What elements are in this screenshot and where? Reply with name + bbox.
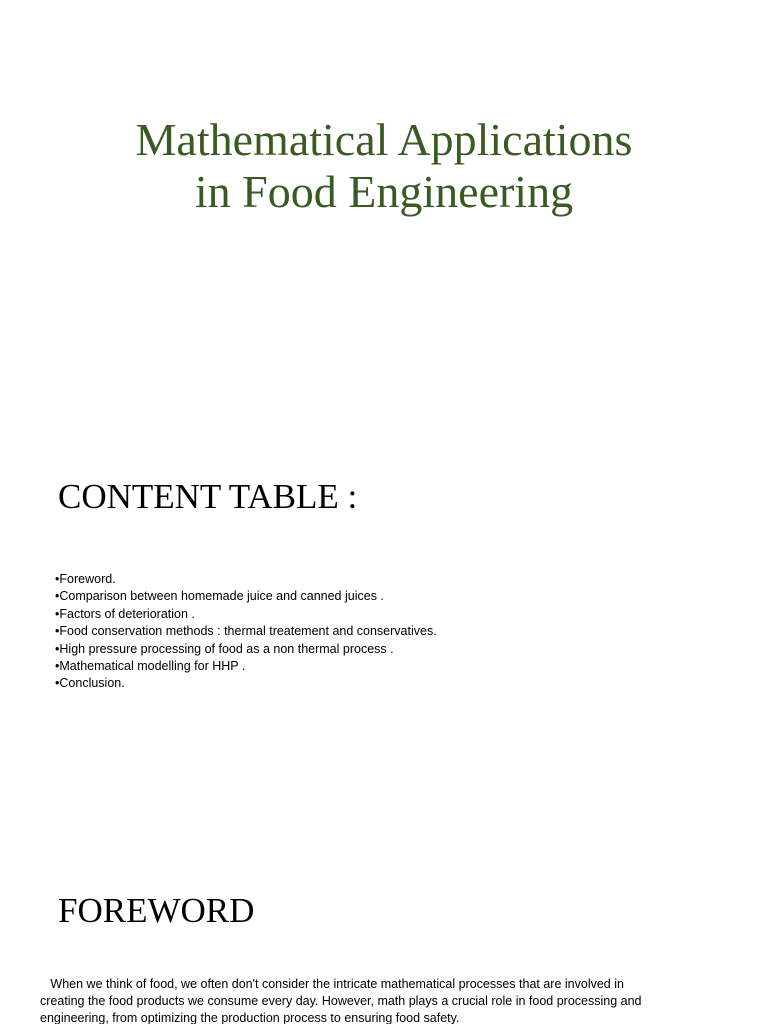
list-item [55, 675, 437, 692]
foreword-heading: FOREWORD [58, 891, 255, 930]
list-item [55, 606, 437, 623]
toc-item-label: Food conservation methods : thermal treatement and conservatives. [59, 624, 437, 639]
toc-item-label: Comparison between homemade juice and canned juices . [59, 589, 384, 604]
foreword-line: engineering, from optimizing the production process to ensuring food safety. [40, 1010, 460, 1024]
list-item [55, 658, 437, 675]
toc-item-label: Mathematical modelling for HHP . [59, 659, 246, 674]
foreword-line: When we think of food, we often don't consider the intricate mathematical processes that are involved in [40, 977, 624, 991]
bullet-icon: • [55, 606, 60, 621]
list-item [55, 623, 437, 640]
toc-item-label: High pressure processing of food as a non thermal process . [59, 641, 394, 656]
toc-item-label: Foreword. [59, 572, 116, 586]
title-line-1: Mathematical Applications [135, 114, 633, 165]
bullet-icon: • [55, 624, 60, 639]
bullet-icon: • [55, 589, 60, 604]
foreword-line: creating the food products we consume every day. However, math plays a crucial role in food processing and [40, 993, 642, 1008]
toc-item-label: Factors of deterioration . [59, 606, 195, 621]
list-item [55, 641, 437, 658]
bullet-icon: • [55, 676, 60, 691]
list-item [55, 588, 437, 605]
foreword-paragraph [40, 976, 700, 1024]
content-table-list [55, 571, 437, 693]
title-line-2: in Food Engineering [194, 166, 574, 217]
bullet-icon: • [55, 572, 60, 586]
bullet-icon: • [55, 659, 60, 674]
document-title [0, 114, 768, 218]
toc-item-label: Conclusion. [59, 676, 125, 691]
bullet-icon: • [55, 641, 60, 656]
list-item [55, 571, 437, 588]
content-table-heading: CONTENT TABLE : [58, 477, 358, 516]
